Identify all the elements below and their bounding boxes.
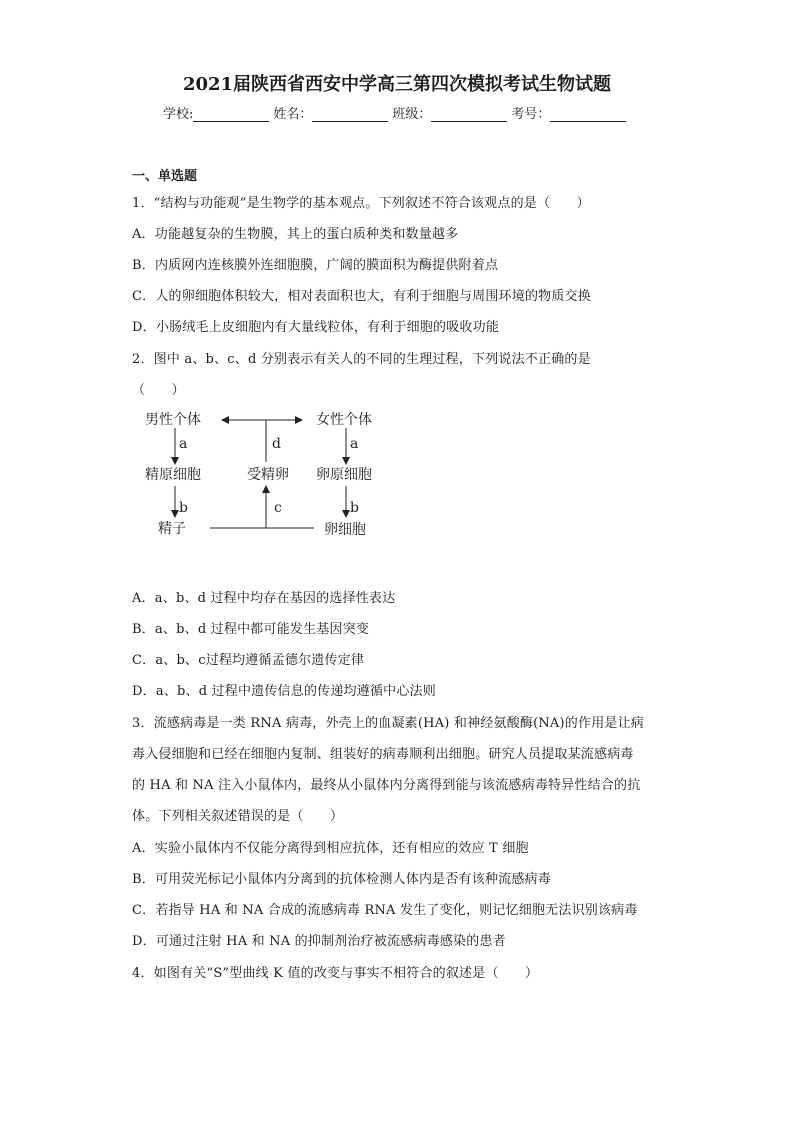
q3-option-c: C．若指导 HA 和 NA 合成的流感病毒 RNA 发生了变化，则记忆细胞无法识别该病毒 xyxy=(132,903,638,918)
zygote-label: 受精卵 xyxy=(247,467,289,483)
q1-option-a: A．功能越复杂的生物膜，其上的蛋白质种类和数量越多 xyxy=(132,227,459,242)
q1-option-c: C．人的卵细胞体积较大，相对表面积也大，有利于细胞与周围环境的物质交换 xyxy=(132,289,591,304)
q2-option-d: D．a、b、d 过程中遗传信息的传递均遵循中心法则 xyxy=(132,684,436,699)
label-b-male: b xyxy=(179,500,188,516)
section-heading: 一、单选题 xyxy=(132,169,198,184)
egg-label: 卵细胞 xyxy=(324,522,366,538)
q3-stem-line-3: 的 HA 和 NA 注入小鼠体内，最终从小鼠体内分离得到能与该流感病毒特异性结合的抗 xyxy=(132,778,641,793)
q2-option-c: C．a、b、c过程均遵循孟德尔遗传定律 xyxy=(132,653,365,668)
label-a-male: a xyxy=(179,436,188,452)
q1-option-b: B．内质网内连核膜外连细胞膜，广阔的膜面积为酶提供附着点 xyxy=(132,258,499,273)
q2-option-a: A．a、b、d 过程中均存在基因的选择性表达 xyxy=(132,591,396,606)
name-label: 姓名： xyxy=(273,107,313,122)
male-individual-label: 男性个体 xyxy=(145,412,201,428)
q3-stem-line-1: 3．流感病毒是一类 RNA 病毒，外壳上的血凝素(HA) 和神经氨酸酶(NA)的作用是让病 xyxy=(132,716,644,731)
name-blank xyxy=(312,107,388,122)
school-blank xyxy=(193,107,269,122)
class-label: 班级： xyxy=(392,107,432,122)
q2-option-b: B．a、b、d 过程中都可能发生基因突变 xyxy=(132,622,370,637)
label-d: d xyxy=(272,436,281,452)
oogonium-label: 卵原细胞 xyxy=(316,467,372,483)
q1-stem: 1．“结构与功能观”是生物学的基本观点。下列叙述不符合该观点的是（ ） xyxy=(132,196,590,211)
exam-title: 2021届陕西省西安中学高三第四次模拟考试生物试题 xyxy=(182,74,612,95)
exam-number-label: 考号： xyxy=(511,107,551,122)
student-info-row xyxy=(163,103,630,122)
spermatogonium-label: 精原细胞 xyxy=(145,467,201,483)
q4-stem: 4．如图有关“S”型曲线 K 值的改变与事实不相符合的叙述是（ ） xyxy=(132,966,539,981)
q1-option-d: D．小肠绒毛上皮细胞内有大量线粒体，有利于细胞的吸收功能 xyxy=(132,320,500,335)
class-blank xyxy=(431,107,507,122)
q2-stem: 2．图中 a、b、c、d 分别表示有关人的不同的生理过程，下列说法不正确的是 xyxy=(132,352,591,367)
q3-option-a: A．实验小鼠体内不仅能分离得到相应抗体，还有相应的效应 T 细胞 xyxy=(132,841,529,856)
female-individual-label: 女性个体 xyxy=(316,412,372,428)
reproduction-diagram xyxy=(130,400,400,550)
q2-stem-continuation: （ ） xyxy=(132,383,185,398)
label-b-female: b xyxy=(350,500,359,516)
exam-number-blank xyxy=(550,107,626,122)
q3-option-b: B．可用荧光标记小鼠体内分离到的抗体检测人体内是否有该种流感病毒 xyxy=(132,872,551,887)
school-label: 学校: xyxy=(163,107,194,122)
label-a-female: a xyxy=(350,436,359,452)
q3-option-d: D．可通过注射 HA 和 NA 的抑制剂治疗被流感病毒感染的患者 xyxy=(132,934,506,949)
q3-stem-line-4: 体。下列相关叙述错误的是（ ） xyxy=(132,809,344,824)
sperm-label: 精子 xyxy=(158,521,186,537)
label-c: c xyxy=(274,500,282,516)
q3-stem-line-2: 毒入侵细胞和已经在细胞内复制、组装好的病毒顺利出细胞。研究人员提取某流感病毒 xyxy=(132,747,634,762)
